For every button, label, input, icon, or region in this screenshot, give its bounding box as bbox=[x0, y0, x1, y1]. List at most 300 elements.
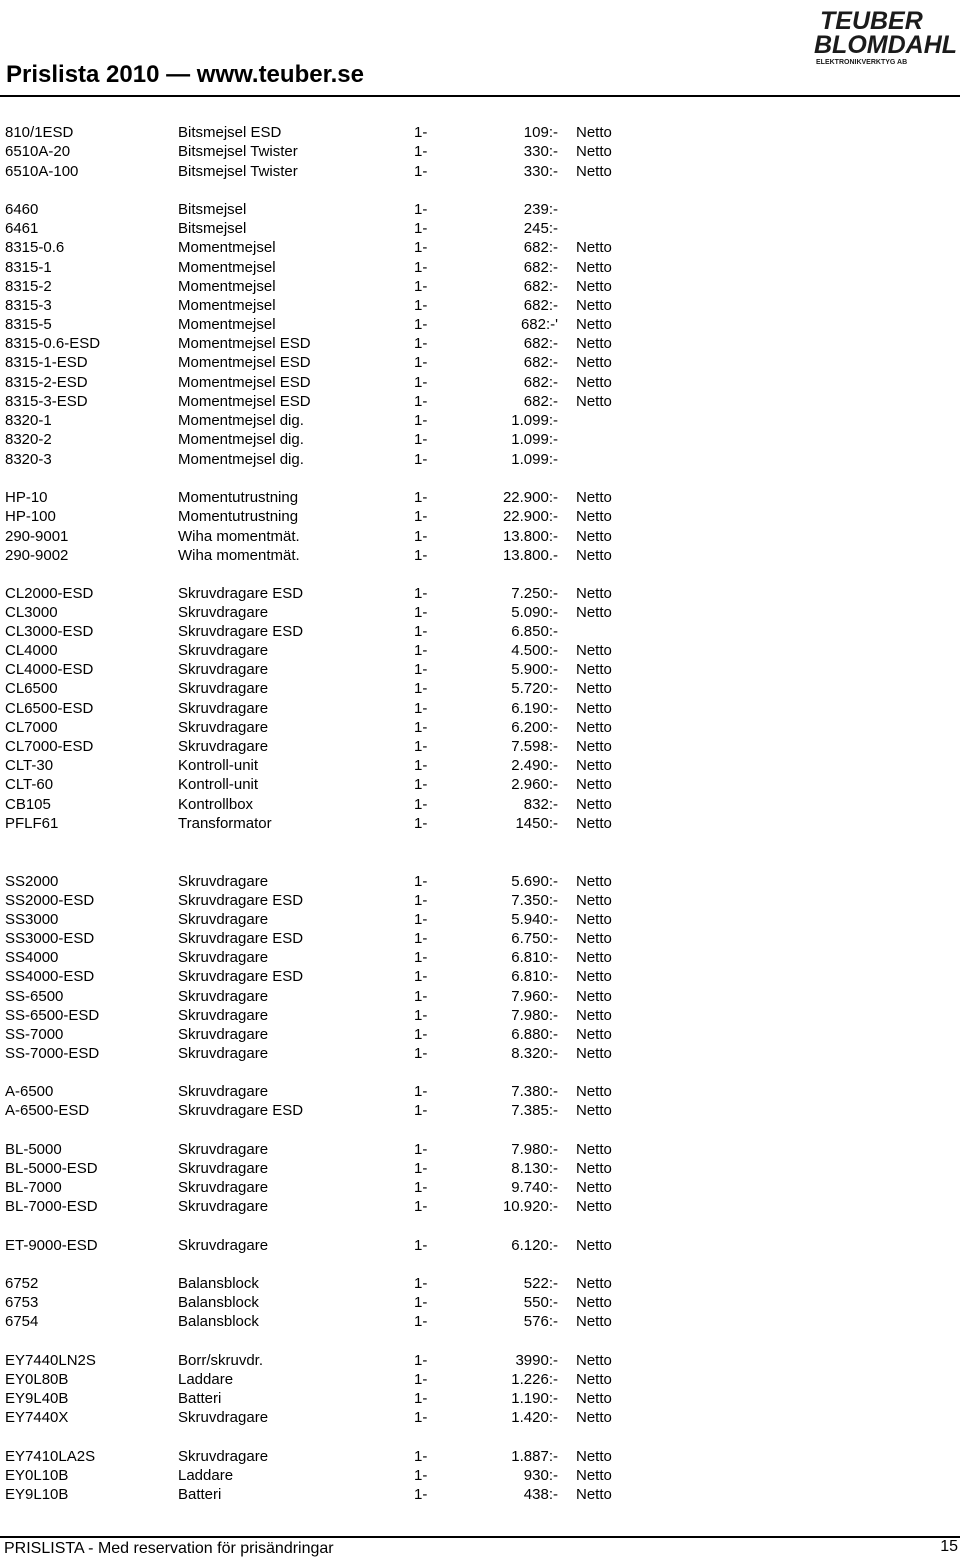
cell-code: SS-6500-ESD bbox=[5, 1007, 100, 1024]
table-row bbox=[0, 679, 960, 698]
cell-desc: Momentmejsel bbox=[178, 297, 276, 314]
cell-note: Netto bbox=[576, 815, 612, 832]
cell-code: SS-6500 bbox=[5, 988, 64, 1005]
cell-price: 550:- bbox=[523, 1294, 558, 1311]
cell-qty: 1- bbox=[414, 873, 428, 890]
logo-line1: TEUBER bbox=[820, 7, 923, 35]
cell-note: Netto bbox=[576, 124, 612, 141]
cell-code: BL-7000-ESD bbox=[5, 1198, 98, 1215]
cell-code: BL-7000 bbox=[5, 1179, 62, 1196]
cell-price: 9.740:- bbox=[511, 1179, 558, 1196]
cell-code: 6510A-20 bbox=[5, 143, 71, 160]
cell-qty: 1- bbox=[414, 143, 428, 160]
cell-code: 8315-1 bbox=[5, 259, 52, 276]
cell-desc: Momentmejsel ESD bbox=[178, 335, 311, 352]
table-row bbox=[0, 142, 960, 161]
cell-note: Netto bbox=[576, 297, 612, 314]
table-row bbox=[0, 277, 960, 296]
cell-code: EY9L40B bbox=[5, 1390, 69, 1407]
cell-price: 438:- bbox=[523, 1486, 558, 1503]
table-row bbox=[0, 699, 960, 718]
cell-code: 8315-0.6-ESD bbox=[5, 335, 101, 352]
cell-desc: Momentmejsel dig. bbox=[178, 451, 304, 468]
table-row bbox=[0, 392, 960, 411]
header-divider bbox=[0, 95, 960, 97]
cell-desc: Bitsmejsel Twister bbox=[178, 143, 298, 160]
cell-price: 330:- bbox=[523, 163, 558, 180]
cell-note: Netto bbox=[576, 316, 612, 333]
cell-code: 8320-1 bbox=[5, 412, 52, 429]
cell-price: 1.420:- bbox=[511, 1409, 558, 1426]
cell-price: 682:- bbox=[523, 239, 558, 256]
table-row bbox=[0, 238, 960, 257]
cell-code: 8315-2-ESD bbox=[5, 374, 88, 391]
cell-desc: Skruvdragare bbox=[178, 1409, 269, 1426]
cell-desc: Skruvdragare bbox=[178, 1083, 269, 1100]
cell-desc: Laddare bbox=[178, 1467, 234, 1484]
cell-code: EY9L10B bbox=[5, 1486, 69, 1503]
cell-price: 5.900:- bbox=[511, 661, 558, 678]
cell-qty: 1- bbox=[414, 354, 428, 371]
cell-code: SS2000 bbox=[5, 873, 59, 890]
cell-price: 13.800:- bbox=[502, 528, 558, 545]
cell-desc: Skruvdragare ESD bbox=[178, 585, 304, 602]
cell-note: Netto bbox=[576, 374, 612, 391]
cell-qty: 1- bbox=[414, 393, 428, 410]
table-row bbox=[0, 641, 960, 660]
cell-price: 239:- bbox=[523, 201, 558, 218]
cell-desc: Bitsmejsel ESD bbox=[178, 124, 282, 141]
cell-qty: 1- bbox=[414, 1160, 428, 1177]
cell-code: EY7440LN2S bbox=[5, 1352, 96, 1369]
cell-desc: Skruvdragare bbox=[178, 988, 269, 1005]
cell-desc: Skruvdragare ESD bbox=[178, 968, 304, 985]
cell-desc: Skruvdragare bbox=[178, 1198, 269, 1215]
cell-code: EY7410LA2S bbox=[5, 1448, 96, 1465]
cell-price: 10.920:- bbox=[502, 1198, 558, 1215]
table-row bbox=[0, 891, 960, 910]
table-row bbox=[0, 718, 960, 737]
cell-desc: Momentmejsel bbox=[178, 259, 276, 276]
table-row bbox=[0, 1236, 960, 1255]
cell-qty: 1- bbox=[414, 911, 428, 928]
table-row bbox=[0, 353, 960, 372]
table-row bbox=[0, 948, 960, 967]
table-row bbox=[0, 737, 960, 756]
logo-tagline: ELEKTRONIKVERKTYG AB bbox=[816, 59, 908, 66]
cell-note: Netto bbox=[576, 1102, 612, 1119]
cell-note: Netto bbox=[576, 911, 612, 928]
cell-desc: Skruvdragare bbox=[178, 642, 269, 659]
cell-code: CL3000-ESD bbox=[5, 623, 94, 640]
cell-desc: Skruvdragare bbox=[178, 1237, 269, 1254]
cell-code: EY0L10B bbox=[5, 1467, 69, 1484]
table-row bbox=[0, 162, 960, 181]
cell-qty: 1- bbox=[414, 1198, 428, 1215]
cell-note: Netto bbox=[576, 988, 612, 1005]
cell-price: 1.190:- bbox=[511, 1390, 558, 1407]
page-number: 15 bbox=[940, 1538, 958, 1555]
cell-note: Netto bbox=[576, 930, 612, 947]
table-row bbox=[0, 1006, 960, 1025]
cell-qty: 1- bbox=[414, 278, 428, 295]
table-row bbox=[0, 1408, 960, 1427]
cell-qty: 1- bbox=[414, 201, 428, 218]
cell-price: 6.120:- bbox=[511, 1237, 558, 1254]
cell-qty: 1- bbox=[414, 239, 428, 256]
table-row bbox=[0, 987, 960, 1006]
cell-code: A-6500-ESD bbox=[5, 1102, 90, 1119]
cell-code: HP-100 bbox=[5, 508, 56, 525]
cell-code: PFLF61 bbox=[5, 815, 59, 832]
cell-note: Netto bbox=[576, 1141, 612, 1158]
cell-note: Netto bbox=[576, 1448, 612, 1465]
cell-price: 1.099:- bbox=[511, 412, 558, 429]
cell-note: Netto bbox=[576, 528, 612, 545]
cell-desc: Kontroll-unit bbox=[178, 757, 259, 774]
cell-qty: 1- bbox=[414, 796, 428, 813]
cell-price: 7.380:- bbox=[511, 1083, 558, 1100]
cell-qty: 1- bbox=[414, 700, 428, 717]
table-row bbox=[0, 1351, 960, 1370]
cell-qty: 1- bbox=[414, 930, 428, 947]
cell-price: 6.200:- bbox=[511, 719, 558, 736]
cell-code: 8315-2 bbox=[5, 278, 52, 295]
table-row bbox=[0, 450, 960, 469]
cell-code: SS3000 bbox=[5, 911, 59, 928]
table-row bbox=[0, 603, 960, 622]
cell-price: 2.960:- bbox=[511, 776, 558, 793]
table-row bbox=[0, 1025, 960, 1044]
table-row bbox=[0, 1312, 960, 1331]
cell-code: 8315-5 bbox=[5, 316, 52, 333]
cell-code: 6510A-100 bbox=[5, 163, 79, 180]
cell-note: Netto bbox=[576, 1179, 612, 1196]
cell-note: Netto bbox=[576, 1409, 612, 1426]
table-row bbox=[0, 872, 960, 891]
cell-note: Netto bbox=[576, 892, 612, 909]
cell-code: BL-5000-ESD bbox=[5, 1160, 98, 1177]
table-row bbox=[0, 123, 960, 142]
cell-desc: Momentmejsel ESD bbox=[178, 374, 311, 391]
cell-code: EY7440X bbox=[5, 1409, 69, 1426]
cell-price: 682:- bbox=[523, 393, 558, 410]
cell-code: EY0L80B bbox=[5, 1371, 69, 1388]
cell-desc: Skruvdragare bbox=[178, 949, 269, 966]
table-row bbox=[0, 756, 960, 775]
cell-qty: 1- bbox=[414, 719, 428, 736]
table-row bbox=[0, 507, 960, 526]
table-row bbox=[0, 814, 960, 833]
cell-code: 290-9002 bbox=[5, 547, 69, 564]
table-row bbox=[0, 1159, 960, 1178]
cell-code: A-6500 bbox=[5, 1083, 54, 1100]
cell-price: 245:- bbox=[523, 220, 558, 237]
cell-note: Netto bbox=[576, 1294, 612, 1311]
cell-code: 6461 bbox=[5, 220, 39, 237]
cell-qty: 1- bbox=[414, 815, 428, 832]
cell-code: SS-7000 bbox=[5, 1026, 64, 1043]
cell-qty: 1- bbox=[414, 374, 428, 391]
table-row bbox=[0, 315, 960, 334]
cell-note: Netto bbox=[576, 1083, 612, 1100]
cell-note: Netto bbox=[576, 1275, 612, 1292]
cell-note: Netto bbox=[576, 604, 612, 621]
cell-desc: Skruvdragare bbox=[178, 1045, 269, 1062]
cell-qty: 1- bbox=[414, 1102, 428, 1119]
cell-note: Netto bbox=[576, 719, 612, 736]
cell-qty: 1- bbox=[414, 738, 428, 755]
cell-code: CL6500-ESD bbox=[5, 700, 94, 717]
cell-desc: Skruvdragare bbox=[178, 1141, 269, 1158]
cell-note: Netto bbox=[576, 1237, 612, 1254]
cell-desc: Momentmejsel ESD bbox=[178, 354, 311, 371]
cell-price: 22.900:- bbox=[502, 489, 558, 506]
teuber-blomdahl-logo bbox=[812, 2, 957, 66]
cell-price: 1.099:- bbox=[511, 431, 558, 448]
cell-code: 290-9001 bbox=[5, 528, 69, 545]
cell-desc: Momentmejsel bbox=[178, 316, 276, 333]
cell-qty: 1- bbox=[414, 1371, 428, 1388]
cell-note: Netto bbox=[576, 796, 612, 813]
cell-note: Netto bbox=[576, 949, 612, 966]
table-row bbox=[0, 775, 960, 794]
cell-desc: Momentutrustning bbox=[178, 489, 299, 506]
cell-qty: 1- bbox=[414, 163, 428, 180]
cell-price: 6.190:- bbox=[511, 700, 558, 717]
cell-note: Netto bbox=[576, 163, 612, 180]
table-row bbox=[0, 1447, 960, 1466]
cell-qty: 1- bbox=[414, 412, 428, 429]
cell-price: 8.320:- bbox=[511, 1045, 558, 1062]
cell-desc: Momentmejsel dig. bbox=[178, 431, 304, 448]
cell-price: 7.980:- bbox=[511, 1007, 558, 1024]
cell-price: 6.750:- bbox=[511, 930, 558, 947]
table-row bbox=[0, 411, 960, 430]
cell-qty: 1- bbox=[414, 604, 428, 621]
cell-qty: 1- bbox=[414, 1026, 428, 1043]
cell-price: 4.500:- bbox=[511, 642, 558, 659]
table-row bbox=[0, 1044, 960, 1063]
cell-desc: Kontrollbox bbox=[178, 796, 254, 813]
cell-note: Netto bbox=[576, 239, 612, 256]
cell-desc: Skruvdragare bbox=[178, 719, 269, 736]
cell-note: Netto bbox=[576, 680, 612, 697]
table-row bbox=[0, 1370, 960, 1389]
cell-code: 8315-3-ESD bbox=[5, 393, 88, 410]
cell-code: CL7000 bbox=[5, 719, 58, 736]
cell-qty: 1- bbox=[414, 124, 428, 141]
cell-note: Netto bbox=[576, 393, 612, 410]
table-row bbox=[0, 1140, 960, 1159]
cell-desc: Borr/skruvdr. bbox=[178, 1352, 264, 1369]
table-row bbox=[0, 622, 960, 641]
cell-desc: Kontroll-unit bbox=[178, 776, 259, 793]
cell-note: Netto bbox=[576, 278, 612, 295]
cell-code: 8315-0.6 bbox=[5, 239, 65, 256]
table-row bbox=[0, 200, 960, 219]
cell-desc: Skruvdragare bbox=[178, 700, 269, 717]
cell-desc: Batteri bbox=[178, 1486, 222, 1503]
cell-qty: 1- bbox=[414, 451, 428, 468]
cell-code: 8320-2 bbox=[5, 431, 52, 448]
table-row bbox=[0, 1101, 960, 1120]
cell-desc: Balansblock bbox=[178, 1313, 259, 1330]
cell-price: 5.090:- bbox=[511, 604, 558, 621]
cell-qty: 1- bbox=[414, 259, 428, 276]
cell-price: 2.490:- bbox=[511, 757, 558, 774]
cell-desc: Bitsmejsel bbox=[178, 220, 247, 237]
cell-qty: 1- bbox=[414, 1294, 428, 1311]
cell-qty: 1- bbox=[414, 1045, 428, 1062]
cell-desc: Skruvdragare bbox=[178, 1160, 269, 1177]
cell-code: SS4000 bbox=[5, 949, 59, 966]
cell-code: SS-7000-ESD bbox=[5, 1045, 100, 1062]
page-title: Prislista 2010 — www.teuber.se bbox=[6, 61, 364, 88]
cell-price: 682:- bbox=[523, 335, 558, 352]
cell-desc: Batteri bbox=[178, 1390, 222, 1407]
cell-desc: Skruvdragare bbox=[178, 1007, 269, 1024]
cell-price: 6.810:- bbox=[511, 968, 558, 985]
cell-code: 6460 bbox=[5, 201, 39, 218]
cell-qty: 1- bbox=[414, 528, 428, 545]
cell-price: 682:- bbox=[523, 278, 558, 295]
cell-note: Netto bbox=[576, 776, 612, 793]
cell-desc: Skruvdragare bbox=[178, 661, 269, 678]
footer-divider bbox=[0, 1536, 960, 1538]
cell-qty: 1- bbox=[414, 547, 428, 564]
table-row bbox=[0, 1082, 960, 1101]
cell-desc: Wiha momentmät. bbox=[178, 547, 300, 564]
table-row bbox=[0, 219, 960, 238]
cell-code: BL-5000 bbox=[5, 1141, 62, 1158]
cell-note: Netto bbox=[576, 700, 612, 717]
cell-note: Netto bbox=[576, 1007, 612, 1024]
cell-desc: Bitsmejsel bbox=[178, 201, 247, 218]
cell-desc: Balansblock bbox=[178, 1275, 259, 1292]
cell-price: 7.980:- bbox=[511, 1141, 558, 1158]
table-row bbox=[0, 1197, 960, 1216]
cell-qty: 1- bbox=[414, 892, 428, 909]
cell-price: 522:- bbox=[523, 1275, 558, 1292]
cell-note: Netto bbox=[576, 968, 612, 985]
cell-qty: 1- bbox=[414, 489, 428, 506]
cell-note: Netto bbox=[576, 1352, 612, 1369]
cell-code: CLT-60 bbox=[5, 776, 54, 793]
cell-code: 6753 bbox=[5, 1294, 39, 1311]
table-row bbox=[0, 584, 960, 603]
cell-note: Netto bbox=[576, 642, 612, 659]
cell-desc: Skruvdragare bbox=[178, 911, 269, 928]
cell-price: 7.598:- bbox=[511, 738, 558, 755]
cell-qty: 1- bbox=[414, 220, 428, 237]
cell-price: 682:-' bbox=[520, 316, 558, 333]
cell-price: 930:- bbox=[523, 1467, 558, 1484]
cell-qty: 1- bbox=[414, 968, 428, 985]
cell-code: 810/1ESD bbox=[5, 124, 74, 141]
cell-code: CLT-30 bbox=[5, 757, 54, 774]
cell-code: CL3000 bbox=[5, 604, 58, 621]
cell-desc: Wiha momentmät. bbox=[178, 528, 300, 545]
cell-note: Netto bbox=[576, 1045, 612, 1062]
cell-note: Netto bbox=[576, 873, 612, 890]
footer-text: PRISLISTA - Med reservation för prisändringar bbox=[4, 1540, 334, 1557]
cell-code: CL4000 bbox=[5, 642, 58, 659]
cell-code: SS3000-ESD bbox=[5, 930, 95, 947]
cell-note: Netto bbox=[576, 508, 612, 525]
cell-code: CL2000-ESD bbox=[5, 585, 94, 602]
cell-desc: Momentmejsel bbox=[178, 239, 276, 256]
cell-price: 6.850:- bbox=[511, 623, 558, 640]
cell-price: 5.940:- bbox=[511, 911, 558, 928]
cell-qty: 1- bbox=[414, 335, 428, 352]
cell-note: Netto bbox=[576, 661, 612, 678]
cell-price: 1.226:- bbox=[511, 1371, 558, 1388]
cell-code: SS4000-ESD bbox=[5, 968, 95, 985]
cell-price: 682:- bbox=[523, 354, 558, 371]
cell-note: Netto bbox=[576, 757, 612, 774]
table-row bbox=[0, 1466, 960, 1485]
cell-price: 682:- bbox=[523, 297, 558, 314]
cell-desc: Transformator bbox=[178, 815, 272, 832]
table-row bbox=[0, 296, 960, 315]
table-row bbox=[0, 258, 960, 277]
cell-price: 832:- bbox=[523, 796, 558, 813]
cell-price: 7.385:- bbox=[511, 1102, 558, 1119]
cell-qty: 1- bbox=[414, 642, 428, 659]
cell-desc: Skruvdragare ESD bbox=[178, 930, 304, 947]
cell-price: 330:- bbox=[523, 143, 558, 160]
cell-price: 7.350:- bbox=[511, 892, 558, 909]
cell-price: 6.810:- bbox=[511, 949, 558, 966]
cell-code: 8315-3 bbox=[5, 297, 52, 314]
cell-qty: 1- bbox=[414, 431, 428, 448]
cell-qty: 1- bbox=[414, 1352, 428, 1369]
cell-qty: 1- bbox=[414, 949, 428, 966]
cell-code: CL7000-ESD bbox=[5, 738, 94, 755]
cell-note: Netto bbox=[576, 1390, 612, 1407]
cell-code: ET-9000-ESD bbox=[5, 1237, 98, 1254]
cell-desc: Skruvdragare bbox=[178, 1026, 269, 1043]
cell-qty: 1- bbox=[414, 1390, 428, 1407]
table-row bbox=[0, 546, 960, 565]
cell-desc: Skruvdragare bbox=[178, 680, 269, 697]
table-row bbox=[0, 929, 960, 948]
cell-note: Netto bbox=[576, 738, 612, 755]
cell-desc: Momentmejsel bbox=[178, 278, 276, 295]
cell-price: 1.099:- bbox=[511, 451, 558, 468]
table-row bbox=[0, 430, 960, 449]
cell-desc: Skruvdragare bbox=[178, 1448, 269, 1465]
cell-price: 13.800.- bbox=[502, 547, 558, 564]
cell-code: 6754 bbox=[5, 1313, 39, 1330]
cell-qty: 1- bbox=[414, 680, 428, 697]
cell-desc: Skruvdragare ESD bbox=[178, 623, 304, 640]
cell-code: 8320-3 bbox=[5, 451, 52, 468]
table-row bbox=[0, 1293, 960, 1312]
cell-qty: 1- bbox=[414, 585, 428, 602]
cell-price: 109:- bbox=[523, 124, 558, 141]
cell-qty: 1- bbox=[414, 661, 428, 678]
cell-desc: Momentmejsel ESD bbox=[178, 393, 311, 410]
cell-desc: Laddare bbox=[178, 1371, 234, 1388]
cell-note: Netto bbox=[576, 143, 612, 160]
table-row bbox=[0, 795, 960, 814]
cell-qty: 1- bbox=[414, 1275, 428, 1292]
cell-qty: 1- bbox=[414, 1313, 428, 1330]
cell-price: 8.130:- bbox=[511, 1160, 558, 1177]
cell-price: 682:- bbox=[523, 259, 558, 276]
